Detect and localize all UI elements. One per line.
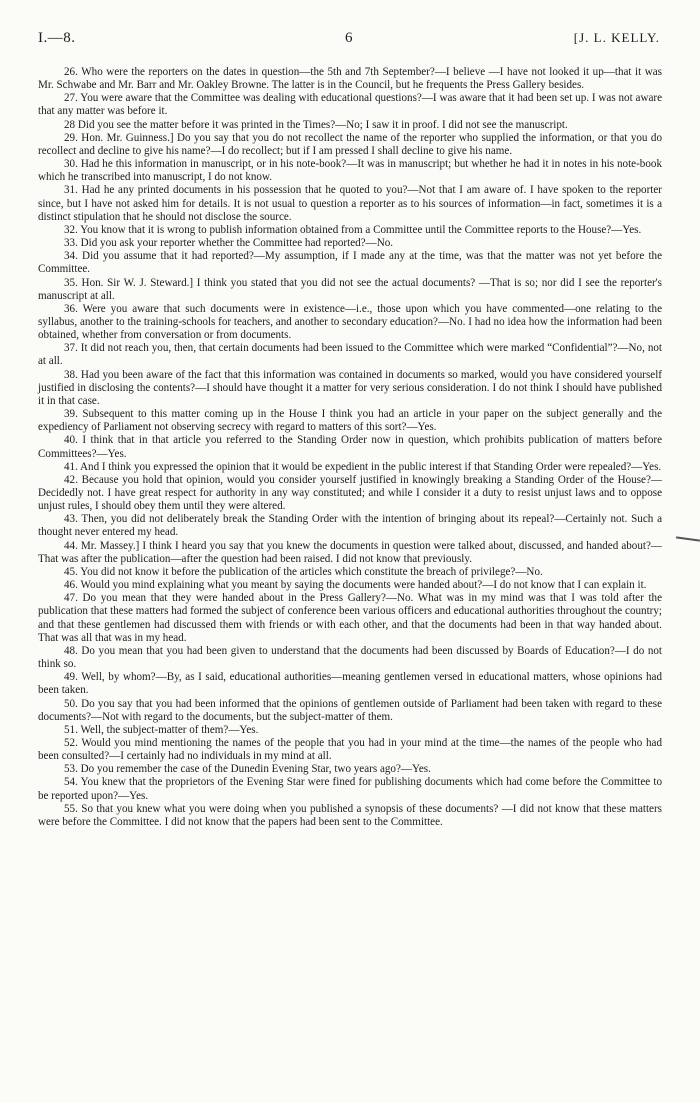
paragraph-47: 47. Do you mean that they were handed about in the Press Gallery?—No. What was in my mind was that I was told after the publication that these matters had formed the subject of conference been various officers and educational authorities throughout the country; and that these gentlemen had discussed them with friends or with each other, and that the documents had been in that way handed about. That was all that was in my head. (38, 592, 662, 644)
paragraph-54: 54. You knew that the proprietors of the Evening Star were fined for publishing documents which had come before the Committee to be reported upon?—Yes. (38, 776, 662, 802)
paragraph-36: 36. Were you aware that such documents were in existence—i.e., those upon which you have commented—one relating to the syllabus, another to the training-schools for teachers, and another to secondary education?—No. I had no idea how the information had been obtained, whether from conversation or from documents. (38, 302, 662, 342)
paragraph-41: 41. And I think you expressed the opinion that it would be expedient in the public interest if that Standing Order were repealed?—Yes. (64, 460, 662, 473)
paragraph-46: 46. Would you mind explaining what you meant by saying the documents were handed about?—I do not know that I can explain it. (64, 579, 647, 592)
paragraph-32: 32. You know that it is wrong to publish information obtained from a Committee until the Committee reports to the House?—Yes. (64, 223, 642, 236)
paragraph-48: 48. Do you mean that you had been given to understand that the documents had been discussed by Boards of Education?—I do not think so. (38, 644, 662, 671)
paragraph-29: 29. Hon. Mr. Guinness.] Do you say that you do not recollect the name of the reporter who supplied the information, or that you do recollect and decline to give his name?—I do recollect; but if I am pressed I shall decline to give his name. (38, 131, 662, 157)
paragraph-43: 43. Then, you did not deliberately break the Standing Order with the intention of bringing about its repeal?—Certainly not. Such a thought never entered my head. (38, 513, 662, 539)
page-header (38, 30, 660, 52)
paper-number: I.—8. (38, 30, 76, 46)
paragraph-52: 52. Would you mind mentioning the names of the people that you had in your mind at the time—the names of the people who had been consulted?—I certainly had no individuals in my mind at all. (38, 736, 662, 763)
page-number: 6 (345, 30, 353, 46)
paragraph-28: 28 Did you see the matter before it was printed in the Times?—No; I saw it in proof. I did not see the manuscript. (64, 118, 568, 131)
paragraph-51: 51. Well, the subject-matter of them?—Yes. (64, 723, 259, 736)
paragraph-27: 27. You were aware that the Committee was dealing with educational questions?—I was aware that it had been set up. I was not aware that any matter was before it. (38, 92, 662, 118)
paragraph-34: 34. Did you assume that it had reported?—My assumption, if I made any at the time, was that the matter was not yet before the Committee. (38, 250, 662, 276)
paragraph-40: 40. I think that in that article you referred to the Standing Order now in question, which prohibits publication of matters before Committees?—Yes. (38, 434, 662, 460)
paragraph-44: 44. Mr. Massey.] I think I heard you say that you knew the documents in question were talked about, discussed, and handed about?—That was after the publication—after the question had been raised. I did not know that previously. (38, 539, 662, 565)
paragraph-38: 38. Had you been aware of the fact that this information was contained in documents so marked, would you have considered yourself justified in disclosing the contents?—I should have thought it a matter for very serious consideration. I do not think I should have published it in that case. (38, 368, 662, 407)
paragraph-49: 49. Well, by whom?—By, as I said, educational authorities—meaning gentlemen versed in educational matters, whose opinions had been taken. (38, 671, 662, 697)
paragraph-37: 37. It did not reach you, then, that certain documents had been issued to the Committee which were marked “Confidential”?—No, not at all. (38, 342, 662, 368)
paragraph-26: 26. Who were the reporters on the dates in question—the 5th and 7th September?—I believe —I have not looked it up—that it was Mr. Schwabe and Mr. Barr and Mr. Oakley Browne. The latter is in the Council, but he frequents the Press Gallery besides. (38, 66, 662, 92)
paragraph-53: 53. Do you remember the case of the Dunedin Evening Star, two years ago?—Yes. (64, 763, 431, 776)
paragraph-31: 31. Had he any printed documents in his possession that he quoted to you?—Not that I am aware of. I have spoken to the reporter since, but I have not asked him for details. It is not usual to question a reporter as to his sources of information—in fact, sometimes it is a distinct stipulation that he should not disclose the source. (38, 184, 662, 223)
paragraph-35: 35. Hon. Sir W. J. Steward.] I think you stated that you did not see the actual documents? —That is so; nor did I see the reporter's manuscript at all. (38, 276, 662, 302)
paragraph-39: 39. Subsequent to this matter coming up in the House I think you had an article in your paper on the subject generally and the expediency of Parliament not observing secrecy with regard to matters of this sort?—Yes. (38, 408, 662, 434)
testimony-body (38, 66, 662, 829)
witness-name: [J. L. KELLY. (573, 30, 660, 45)
paragraph-42: 42. Because you hold that opinion, would you consider yourself justified in knowingly breaking a Standing Order of the House?—Decidedly not. I have great respect for authority in any way constituted; and while I consider it a duty to resist unjust laws and to oppose unjust rules, I should obey them until they were altered. (38, 473, 662, 513)
paragraph-30: 30. Had he this information in manuscript, or in his note-book?—It was in manuscript; but whether he had it in notes in his note-book which he transcribed into manuscript, I do not know. (38, 158, 662, 184)
paragraph-33: 33. Did you ask your reporter whether the Committee had reported?—No. (64, 237, 394, 250)
paragraph-45: 45. You did not know it before the publication of the articles which constitute the breach of privilege?—No. (64, 565, 543, 578)
paragraph-50: 50. Do you say that you had been informed that the opinions of gentlemen outside of Parliament had been taken with regard to these documents?—Not with regard to the documents, but the subject-matter of them. (38, 697, 662, 723)
paragraph-55: 55. So that you knew what you were doing when you published a synopsis of these documents? —I did not know that these matters were before the Committee. I did not know that the papers had been sent to the Committee. (38, 802, 662, 828)
margin-scan-mark (676, 536, 700, 541)
